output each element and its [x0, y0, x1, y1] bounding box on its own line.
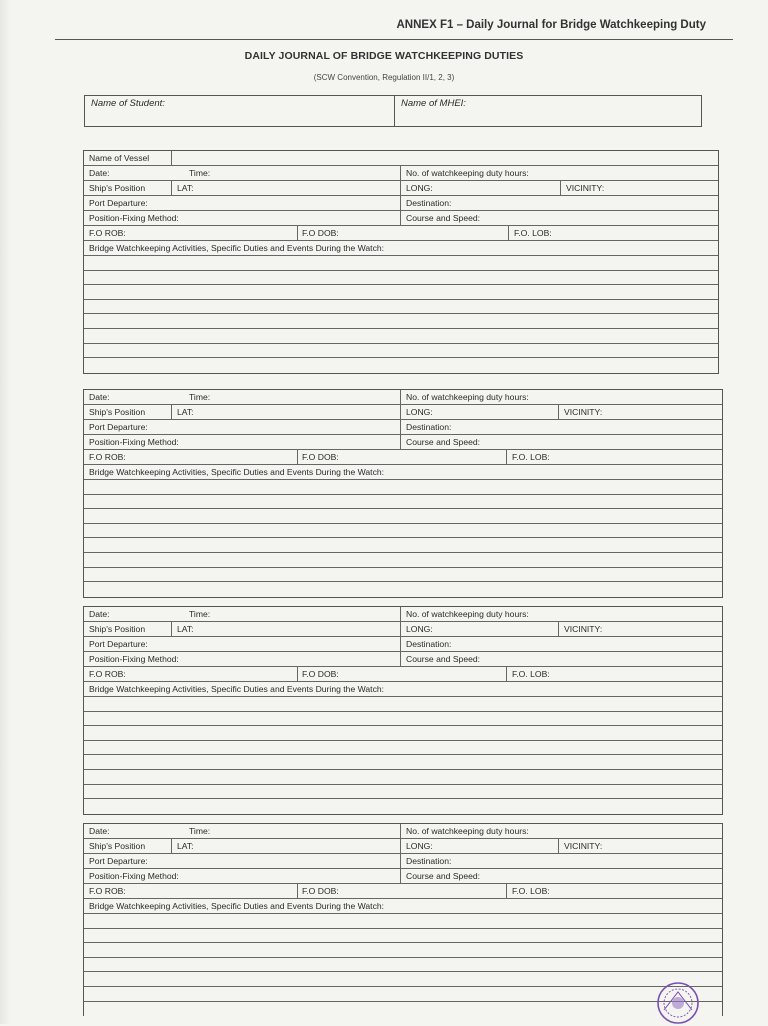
fo-rob-label: F.O ROB: — [89, 227, 126, 238]
fo-dob-label: F.O DOB: — [302, 451, 339, 462]
lat-label: LAT: — [177, 406, 194, 417]
fo-rob-label: F.O ROB: — [89, 885, 126, 896]
long-label: LONG: — [406, 623, 433, 634]
activity-line[interactable] — [84, 524, 722, 539]
lat-label: LAT: — [177, 623, 194, 634]
document-subtitle: (SCW Convention, Regulation II/1, 2, 3) — [313, 73, 455, 82]
duty-hours-label: No. of watchkeeping duty hours: — [406, 167, 529, 178]
activity-line[interactable] — [84, 770, 722, 785]
destination-label: Destination: — [406, 638, 452, 649]
fo-dob-label: F.O DOB: — [302, 227, 339, 238]
journal-block-1 — [83, 150, 719, 374]
institution-seal-icon — [655, 980, 701, 1026]
student-info-box — [84, 95, 702, 127]
course-speed-label: Course and Speed: — [406, 212, 481, 223]
activity-line[interactable] — [84, 929, 722, 944]
activities-label: Bridge Watchkeeping Activities, Specific Duties and Events During the Watch: — [89, 900, 385, 911]
port-row — [84, 420, 722, 435]
activity-line[interactable] — [84, 755, 722, 770]
ships-position-label: Ship's Position — [89, 623, 146, 634]
annex-title: ANNEX F1 – Daily Journal for Bridge Watchkeeping Duty — [396, 19, 706, 31]
ships-position-label: Ship's Position — [89, 840, 146, 851]
activity-line[interactable] — [84, 344, 718, 359]
activity-line[interactable] — [84, 358, 718, 373]
port-departure-label: Port Departure: — [89, 638, 148, 649]
destination-label: Destination: — [406, 421, 452, 432]
fo-dob-label: F.O DOB: — [302, 668, 339, 679]
course-speed-label: Course and Speed: — [406, 870, 481, 881]
activity-line[interactable] — [84, 582, 722, 597]
fo-lob-label: F.O. LOB: — [512, 668, 550, 679]
date-label: Date: — [89, 825, 110, 836]
fixing-method-label: Position-Fixing Method: — [89, 436, 179, 447]
vessel-label: Name of Vessel — [89, 152, 150, 163]
time-label: Time: — [189, 167, 211, 178]
duty-hours-label: No. of watchkeeping duty hours: — [406, 608, 529, 619]
journal-block-2 — [83, 389, 723, 598]
date-label: Date: — [89, 391, 110, 402]
lat-label: LAT: — [177, 182, 194, 193]
long-label: LONG: — [406, 840, 433, 851]
date-label: Date: — [89, 167, 110, 178]
port-departure-label: Port Departure: — [89, 197, 148, 208]
activity-line[interactable] — [84, 300, 718, 315]
activity-line[interactable] — [84, 987, 722, 1002]
activity-line[interactable] — [84, 314, 718, 329]
activity-line[interactable] — [84, 741, 722, 756]
activity-line[interactable] — [84, 256, 718, 271]
time-label: Time: — [189, 608, 211, 619]
activities-row — [84, 465, 722, 480]
port-row — [84, 854, 722, 869]
position-row — [84, 839, 722, 854]
lat-label: LAT: — [177, 840, 194, 851]
activity-line[interactable] — [84, 785, 722, 800]
activity-line[interactable] — [84, 943, 722, 958]
activity-line[interactable] — [84, 568, 722, 583]
date-row — [84, 824, 722, 839]
document-title: DAILY JOURNAL OF BRIDGE WATCHKEEPING DUTIES — [244, 50, 524, 62]
fo-rob-label: F.O ROB: — [89, 451, 126, 462]
fo-lob-label: F.O. LOB: — [514, 227, 552, 238]
activity-line[interactable] — [84, 958, 722, 973]
date-row — [84, 166, 718, 181]
long-label: LONG: — [406, 182, 433, 193]
fixing-row — [84, 211, 718, 226]
activities-row — [84, 241, 718, 256]
duty-hours-label: No. of watchkeeping duty hours: — [406, 391, 529, 402]
fixing-row — [84, 435, 722, 450]
fuel-row — [84, 667, 722, 682]
name-of-mhei-field[interactable]: Name of MHEI: — [401, 98, 466, 109]
activity-line[interactable] — [84, 329, 718, 344]
activity-line[interactable] — [84, 480, 722, 495]
activities-label: Bridge Watchkeeping Activities, Specific Duties and Events During the Watch: — [89, 242, 385, 253]
activities-label: Bridge Watchkeeping Activities, Specific Duties and Events During the Watch: — [89, 466, 385, 477]
port-row — [84, 196, 718, 211]
fo-dob-label: F.O DOB: — [302, 885, 339, 896]
activity-line[interactable] — [84, 914, 722, 929]
fixing-method-label: Position-Fixing Method: — [89, 870, 179, 881]
fixing-method-label: Position-Fixing Method: — [89, 653, 179, 664]
activity-line[interactable] — [84, 972, 722, 987]
course-speed-label: Course and Speed: — [406, 653, 481, 664]
fixing-method-label: Position-Fixing Method: — [89, 212, 179, 223]
port-departure-label: Port Departure: — [89, 855, 148, 866]
header-rule — [55, 39, 733, 40]
page-edge — [0, 0, 10, 1024]
journal-block-4 — [83, 823, 723, 1016]
activities-label: Bridge Watchkeeping Activities, Specific Duties and Events During the Watch: — [89, 683, 385, 694]
fuel-row — [84, 226, 718, 241]
vessel-row — [84, 151, 718, 166]
course-speed-label: Course and Speed: — [406, 436, 481, 447]
name-of-student-field[interactable]: Name of Student: — [85, 96, 395, 126]
port-row — [84, 637, 722, 652]
position-row — [84, 405, 722, 420]
activity-line[interactable] — [84, 285, 718, 300]
activity-line[interactable] — [84, 271, 718, 286]
destination-label: Destination: — [406, 855, 452, 866]
activity-line[interactable] — [84, 538, 722, 553]
activity-line[interactable] — [84, 1002, 722, 1017]
vicinity-label: VICINITY: — [564, 623, 603, 634]
vicinity-label: VICINITY: — [564, 840, 603, 851]
activity-line[interactable] — [84, 553, 722, 568]
time-label: Time: — [189, 391, 211, 402]
fo-rob-label: F.O ROB: — [89, 668, 126, 679]
time-label: Time: — [189, 825, 211, 836]
position-row — [84, 181, 718, 196]
activities-row — [84, 682, 722, 697]
activity-line[interactable] — [84, 509, 722, 524]
destination-label: Destination: — [406, 197, 452, 208]
date-row — [84, 390, 722, 405]
fo-lob-label: F.O. LOB: — [512, 885, 550, 896]
vicinity-label: VICINITY: — [564, 406, 603, 417]
port-departure-label: Port Departure: — [89, 421, 148, 432]
activity-line[interactable] — [84, 495, 722, 510]
duty-hours-label: No. of watchkeeping duty hours: — [406, 825, 529, 836]
fixing-row — [84, 869, 722, 884]
ships-position-label: Ship's Position — [89, 406, 146, 417]
fuel-row — [84, 884, 722, 899]
fixing-row — [84, 652, 722, 667]
long-label: LONG: — [406, 406, 433, 417]
position-row — [84, 622, 722, 637]
activity-line[interactable] — [84, 726, 722, 741]
date-row — [84, 607, 722, 622]
fuel-row — [84, 450, 722, 465]
ships-position-label: Ship's Position — [89, 182, 146, 193]
activity-line[interactable] — [84, 799, 722, 814]
activity-line[interactable] — [84, 712, 722, 727]
journal-block-3 — [83, 606, 723, 815]
fo-lob-label: F.O. LOB: — [512, 451, 550, 462]
activity-line[interactable] — [84, 697, 722, 712]
vicinity-label: VICINITY: — [566, 182, 605, 193]
activities-row — [84, 899, 722, 914]
date-label: Date: — [89, 608, 110, 619]
